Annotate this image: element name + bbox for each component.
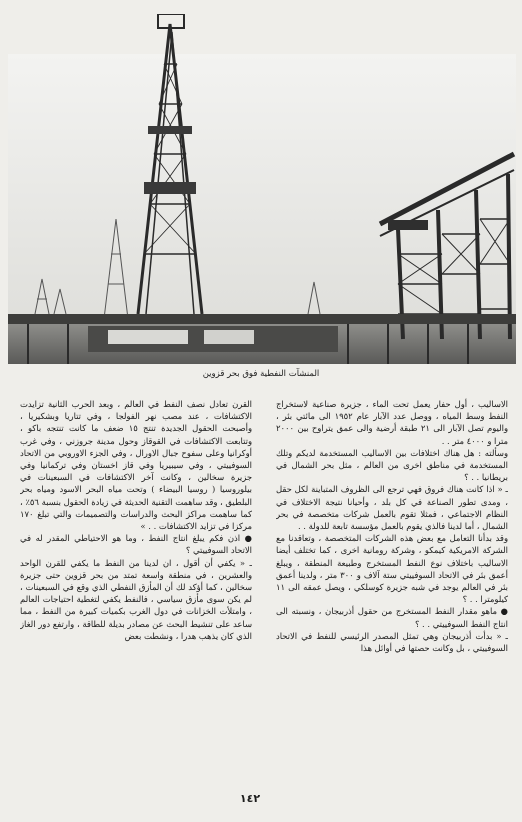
paragraph: ● اذن فكم يبلغ انتاج النفط ، وما هو الاحتياطي المقدر له في الاتحاد السوفييتي ؟ <box>20 533 252 556</box>
paragraph: ـ « بدأت أذربيجان وهي تمثل المصدر الرئيسي للنفط في الاتحاد السوفييتي ، بل وكانت حصتها في أوائل هذا <box>276 630 508 654</box>
photo-caption: المنشآت النفطية فوق بحر قزوين <box>202 369 320 379</box>
article-column-left <box>20 398 252 756</box>
paragraph: الاساليب ، أول حفار يعمل تحت الماء ، جزيرة صناعية لاستخراج النفط وسط المياه ، ووصل عدد الآبار عام ١٩٥٢ الى مائتي بئر ، واليوم تصل الآبار الى ٢١ طبقة أرضية والى عمق يتراوح بين ٢٠٠٠ مترا و ٤٠٠٠ متر . . <box>276 399 508 446</box>
paragraph: ـ « اذا كانت هناك فروق فهي ترجع الى الظروف المتباينة لكل حقل ، ومدى تطور الصناعة في كل بلد ، وأحيانا نتيجة الاختلاف في النظام الاجتماعي ، فمثلا تقوم بالعمل شركات متخصصة في بحر الشمال ، أما لدينا فالذي يقوم بالعمل مؤسسة تابعة للدولة . . <box>276 484 508 532</box>
paragraph: وسألته : هل هناك اختلافات بين الاساليب المستخدمة لديكم وتلك المستخدمة في مناطق اخرى من العالم ، مثل بحر الشمال في بريطانيا . . ؟ <box>276 447 508 483</box>
paragraph: القرن تعادل نصف النفط في العالم ، وبعد الحرب الثانية تزايدت الاكتشافات ، عند مصب نهر الفولجا ، وفي تتاريا وبشكيريا ، وأصبحت الحقول الجديدة تنتج ١٥ ضعف ما كانت تنتجه باكو ، وتتابعت الاكتشافات في القوقاز وحول مدينة جروزني ، وفي غرب أوكرانيا وعلى سفوح جبال الاورال ، وفي الجزء الاوروبي من الاتحاد السوفييتي ، وفي سيبيريا وفي قاز اخستان وفي تركمانيا وفي جزيرة سخالين ، وكانت آخر الاكتشافات في السبعينات في بيلوروسيا ( روسيا البيضاء ) وتحت مياه البحر الاسود ومياه بحر البلطيق ، وقد ساهمت التقنية الحديثة في زيادة الحقول بنسبة ٥٦٪ ، كما ساهمت مراكز البحث والدراسات والتصميمات والتي تبلغ ١٧٠ مركزا في تزايد الاكتشافات . . » <box>20 399 252 532</box>
page-number: ١٤٢ <box>239 792 261 805</box>
paragraph: ● ماهو مقدار النفط المستخرج من حقول أذربيجان ، ونسبته الى انتاج النفط السوفييتي . . ؟ <box>276 606 508 629</box>
oil-platform-photo <box>8 14 516 364</box>
paragraph: ـ « يكفي أن أقول ، ان لدينا من النفط ما يكفي للقرن الواحد والعشرين ، في منطقة واسعة تمتد من بحر قزوين حتى جزيرة سخالين ، كما أؤكد لك أن المأزق النفطي الذي وقع في السبعينات ، لم يكن سوى مأزق سياسي ، فالنفط يكفي لتغطية احتياجات العالم ، وامتلأت الخزانات في دول الغرب بكميات كبيرة من النفط ، مما ساعد على تنشيط البحث عن مصادر بديلة للطاقة ، وارتفع دور الغاز الذي كان يذهب هدرا ، ونشطت بعض <box>20 557 252 641</box>
article-column-right <box>276 398 508 756</box>
paragraph: وقد بدأنا التعامل مع بعض هذه الشركات المتخصصة ، وتعاقدنا مع الشركة الامريكية كيمكو ، وشركة رومانية اخرى ، كما تختلف أيضا الاساليب باختلاف نوع النفط المستخرج وطبيعة المنطقة ، ويبلغ أعمق بئر في الاتحاد السوفييتي ستة آلاف و ٣٠٠ متر ، ولدينا أعمق بئر في العالم يوجد في شبه جزيرة كوسلكي ، ويصل عمقه الى ١١ كيلومترا . . ؟ <box>276 533 508 605</box>
